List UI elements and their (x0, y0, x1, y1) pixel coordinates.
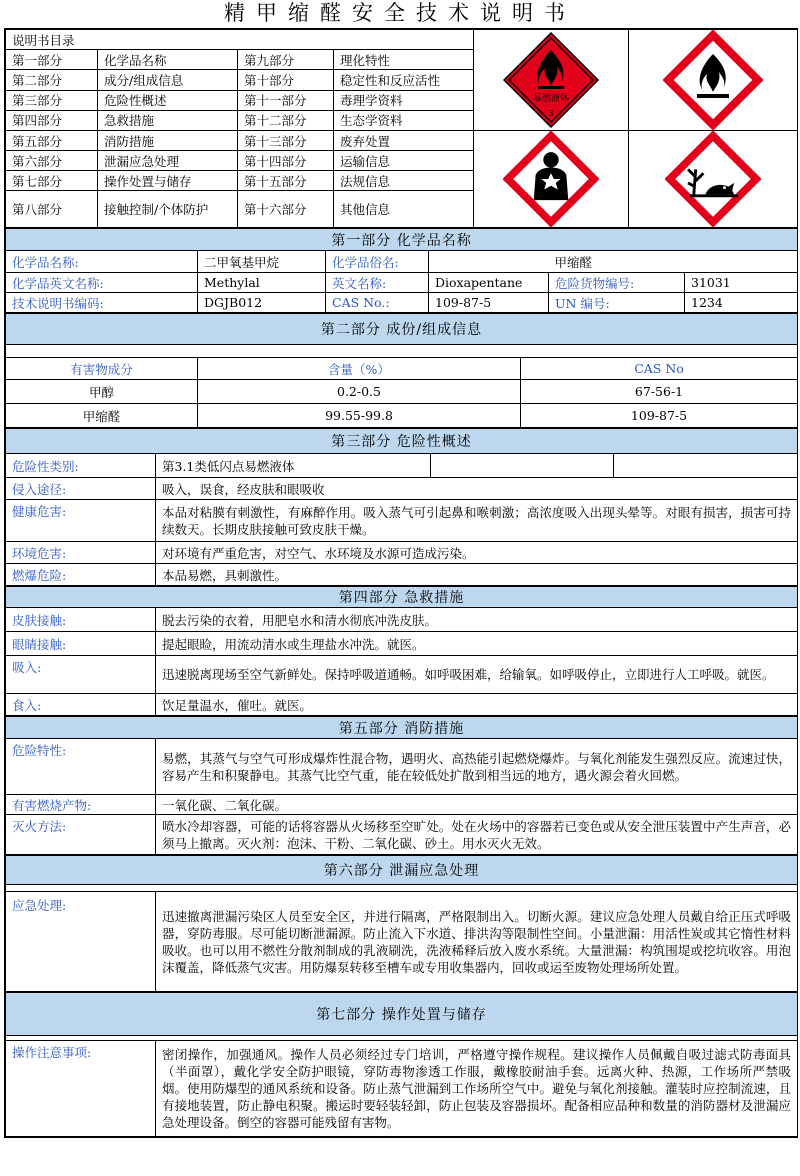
component-name: 甲缩醛 (6, 404, 198, 428)
inhalation-label: 吸入: (6, 656, 156, 694)
hazard-category-empty-1 (431, 454, 614, 478)
toc-part6-name: 泄漏应急处理 (98, 151, 238, 171)
component-name: 甲醇 (6, 380, 198, 404)
toc-part5-name: 消防措施 (98, 131, 238, 151)
flammable-label: 易燃液体 (533, 94, 570, 104)
section-3-table (5, 428, 798, 586)
toc-part12-no: 第十二部分 (238, 110, 334, 130)
alias-label: 英文名称: (326, 273, 429, 293)
toc-part7-name: 操作处置与储存 (98, 171, 238, 191)
english-name-label: 化学品英文名称: (6, 273, 198, 293)
flame-icon (663, 30, 763, 130)
chemical-name-value: 二甲氧基甲烷 (198, 251, 326, 273)
component-content: 99.55-99.8 (198, 404, 521, 428)
toc-part3-no: 第三部分 (6, 90, 98, 110)
health-hazard-value: 本品对粘膜有刺激性，有麻醉作用。吸入蒸气可引起鼻和喉刺激；高浓度吸入出现头晕等。对眼有损害，损害可持续数天。长期皮肤接触可致皮肤干燥。 (156, 500, 798, 542)
section-5-table (5, 716, 798, 855)
combustion-products-label: 有害燃烧产物: (6, 795, 156, 815)
dg-number-value: 31031 (685, 273, 798, 293)
combustion-products-value: 一氧化碳、二氧化碳。 (156, 795, 798, 815)
fire-explosion-label: 燃爆危险: (6, 564, 156, 586)
dg-number-label: 危险货物编号: (549, 273, 685, 293)
pictogram-health-hazard (474, 131, 629, 228)
toc-part4-name: 急救措施 (98, 110, 238, 130)
toc-part13-no: 第十三部分 (238, 131, 334, 151)
component-content: 0.2-0.5 (198, 380, 521, 404)
section-2-header: 第二部分 成份/组成信息 (6, 314, 798, 345)
toc-part3-name: 危险性概述 (98, 90, 238, 110)
alias-value: Dioxapentane (429, 273, 549, 293)
toc-heading: 说明书目录 (6, 30, 474, 50)
common-name-spacer (429, 251, 549, 273)
flammable-liquid-icon (501, 30, 601, 130)
component-column-header: 有害物成分 (6, 358, 198, 380)
pictogram-flame (629, 30, 798, 131)
un-number-value: 1234 (685, 293, 798, 313)
toc-part2-no: 第二部分 (6, 70, 98, 90)
pictogram-environment (629, 131, 798, 228)
ingestion-label: 食入: (6, 694, 156, 716)
toc-part9-no: 第九部分 (238, 50, 334, 70)
section-6-header: 第六部分 泄漏应急处理 (6, 856, 798, 885)
emergency-response-value: 迅速撤离泄漏污染区人员至安全区，并进行隔离，严格限制出入。切断火源。建议应急处理人员戴自给正压式呼吸器，穿防毒服。尽可能切断泄漏源。防止流入下水道、排洪沟等限制性空间。小量泄漏：用活性炭或其它惰性材料吸收。也可以用不燃性分散剂制成的乳液刷洗，洗液稀释后放入废水系统。大量泄漏：构筑围堤或挖坑收容。用泡沫覆盖，降低蒸气灾害。用防爆泵转移至槽车或专用收集器内，回收或运至废物处理场所处置。 (156, 892, 798, 992)
common-name-value: 甲缩醛 (549, 251, 798, 273)
toc-part4-no: 第四部分 (6, 110, 98, 130)
environment-hazard-label: 环境危害: (6, 542, 156, 564)
spec-code-value: DGJB012 (198, 293, 326, 313)
cas-value: 109-87-5 (429, 293, 549, 313)
exposure-route-value: 吸入，误食，经皮肤和眼吸收 (156, 478, 798, 500)
extinguishing-label: 灭火方法: (6, 815, 156, 855)
hazard-category-label: 危险性类别: (6, 454, 156, 478)
extinguishing-value: 喷水冷却容器，可能的话将容器从火场移至空旷处。处在火场中的容器若已变色或从安全泄压装置中产生声音，必须马上撤离。灭火剂：泡沫、干粉、二氧化碳、砂土。用水灭火无效。 (156, 815, 798, 855)
toc-part7-no: 第七部分 (6, 171, 98, 191)
toc-part13-name: 废弃处置 (334, 131, 474, 151)
sds-frame (4, 28, 798, 1138)
emergency-response-label: 应急处理: (6, 892, 156, 992)
toc-part9-name: 理化特性 (334, 50, 474, 70)
section-6-spacer (6, 885, 798, 892)
section-2-spacer (6, 345, 798, 358)
common-name-label: 化学品俗名: (326, 251, 429, 273)
eye-contact-value: 提起眼睑，用流动清水或生理盐水冲洗。就医。 (156, 632, 798, 656)
fire-hazard-label: 危险特性: (6, 739, 156, 795)
environment-hazard-value: 对环境有严重危害，对空气、水环境及水源可造成污染。 (156, 542, 798, 564)
toc-part15-name: 法规信息 (334, 171, 474, 191)
toc-part10-no: 第十部分 (238, 70, 334, 90)
section-7-header: 第七部分 操作处置与储存 (6, 993, 798, 1036)
handling-notes-value: 密闭操作，加强通风。操作人员必须经过专门培训，严格遵守操作规程。建议操作人员佩戴自吸过滤式防毒面具（半面罩），戴化学安全防护眼镜，穿防毒物渗透工作服，戴橡胶耐油手套。远离火种、热源，工作场所严禁吸烟。使用防爆型的通风系统和设备。防止蒸气泄漏到工作场所空气中。避免与氧化剂接触。灌装时应控制流速，且有接地装置，防止静电积聚。搬运时要轻装轻卸，防止包装及容器损坏。配备相应品种和数量的消防器材及泄漏应急处理设备。倒空的容器可能残留有害物。 (156, 1041, 798, 1137)
english-name-value: Methylal (198, 273, 326, 293)
section-5-header: 第五部分 消防措施 (6, 717, 798, 739)
toc-part1-no: 第一部分 (6, 50, 98, 70)
toc-part14-name: 运输信息 (334, 151, 474, 171)
section-4-table (5, 586, 798, 716)
pictogram-flammable-liquid (474, 30, 629, 131)
toc-table (5, 29, 798, 228)
flammable-class: 3 (548, 109, 554, 118)
health-hazard-icon (503, 131, 599, 227)
toc-part10-name: 稳定性和反应活性 (334, 70, 474, 90)
content-column-header: 含量（%） (198, 358, 521, 380)
component-cas: 67-56-1 (521, 380, 798, 404)
toc-part14-no: 第十四部分 (238, 151, 334, 171)
chemical-name-label: 化学品名称: (6, 251, 198, 273)
section-7-table (5, 992, 798, 1137)
toc-part6-no: 第六部分 (6, 151, 98, 171)
cas-label: CAS No.: (326, 293, 429, 313)
ingestion-value: 饮足量温水，催吐。就医。 (156, 694, 798, 716)
spec-code-label: 技术说明书编码: (6, 293, 198, 313)
section-4-header: 第四部分 急救措施 (6, 587, 798, 608)
toc-part11-name: 毒理学资料 (334, 90, 474, 110)
toc-part16-no: 第十六部分 (238, 191, 334, 228)
un-number-label: UN 编号: (549, 293, 685, 313)
toc-part12-name: 生态学资料 (334, 110, 474, 130)
environment-icon (665, 131, 761, 227)
hazard-category-value: 第3.1类低闪点易燃液体 (156, 454, 431, 478)
skin-contact-value: 脱去污染的衣着，用肥皂水和清水彻底冲洗皮肤。 (156, 608, 798, 632)
toc-part8-no: 第八部分 (6, 191, 98, 228)
inhalation-value: 迅速脱离现场至空气新鲜处。保持呼吸道通畅。如呼吸困难，给输氧。如呼吸停止，立即进行人工呼吸。就医。 (156, 656, 798, 694)
table-row (6, 404, 798, 428)
toc-part1-name: 化学品名称 (98, 50, 238, 70)
skin-contact-label: 皮肤接触: (6, 608, 156, 632)
table-row (6, 380, 798, 404)
fire-hazard-value: 易燃，其蒸气与空气可形成爆炸性混合物，遇明火、高热能引起燃烧爆炸。与氧化剂能发生强烈反应。流速过快，容易产生和积聚静电。其蒸气比空气重，能在较低处扩散到相当远的地方，遇火源会着火回燃。 (156, 739, 798, 795)
hazard-category-empty-2 (614, 454, 798, 478)
toc-part5-no: 第五部分 (6, 131, 98, 151)
component-cas: 109-87-5 (521, 404, 798, 428)
toc-part8-name: 接触控制/个体防护 (98, 191, 238, 228)
toc-part2-name: 成分/组成信息 (98, 70, 238, 90)
handling-notes-label: 操作注意事项: (6, 1041, 156, 1137)
toc-part11-no: 第十一部分 (238, 90, 334, 110)
toc-part15-no: 第十五部分 (238, 171, 334, 191)
section-6-table (5, 855, 798, 992)
exposure-route-label: 侵入途径: (6, 478, 156, 500)
toc-part16-name: 其他信息 (334, 191, 474, 228)
health-hazard-label: 健康危害: (6, 500, 156, 542)
section-1-table (5, 228, 798, 313)
section-1-header: 第一部分 化学品名称 (6, 229, 798, 251)
section-3-header: 第三部分 危险性概述 (6, 429, 798, 454)
cas-column-header: CAS No (521, 358, 798, 380)
eye-contact-label: 眼睛接触: (6, 632, 156, 656)
section-2-table (5, 313, 798, 428)
fire-explosion-value: 本品易燃，具刺激性。 (156, 564, 798, 586)
document-title: 精甲缩醛安全技术说明书 (224, 1, 576, 25)
